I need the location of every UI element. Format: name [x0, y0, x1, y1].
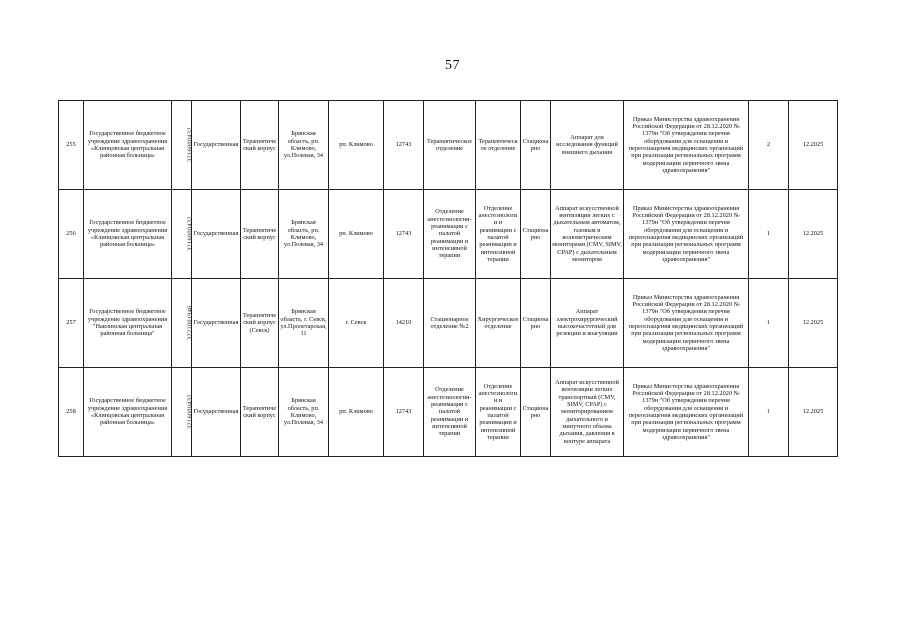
department: Отделение анестезиологии-реанимации с палатой реанимации и интенсивной терапии — [424, 368, 476, 457]
legal-basis: Приказ Министерства здравоохранения Российской Федерации от 28.12.2020 № 1379н "Об утверждении перечня оборудования для оснащения и переоснащения медицинских организаций при реализации региональных программ модернизации первичного звена здравоохранения" — [624, 368, 749, 457]
address: Брянская область, рп. Климово, ул.Полевая, 34 — [279, 190, 329, 279]
equipment-register-table — [58, 100, 838, 457]
care-form: Стационарно — [521, 368, 551, 457]
locality: рп. Климово — [329, 190, 384, 279]
delivery-date: 12.2025 — [789, 368, 838, 457]
department: Терапевтическое отделение — [424, 101, 476, 190]
organization-name: Государственное бюджетное учреждение здравоохранения «Клинцовская центральная районная больница» — [84, 101, 172, 190]
profile: Хирургическое отделение — [476, 279, 521, 368]
department: Отделение анестезиологии-реанимации с палатой реанимации и интенсивной терапии — [424, 190, 476, 279]
building-name: Терапевтический корпус — [241, 190, 279, 279]
delivery-date: 12.2025 — [789, 101, 838, 190]
legal-basis: Приказ Министерства здравоохранения Российской Федерации от 28.12.2020 № 1379н "Об утверждении перечня оборудования для оснащения и переоснащения медицинских организаций при реализации региональных программ модернизации первичного звена здравоохранения" — [624, 190, 749, 279]
delivery-date: 12.2025 — [789, 190, 838, 279]
address: Брянская область, рп. Климово, ул.Полевая, 34 — [279, 368, 329, 457]
row-number: 255 — [59, 101, 84, 190]
locality-code: 12743 — [384, 190, 424, 279]
table-row — [59, 190, 838, 279]
inn-code: 3216000432 — [172, 101, 192, 190]
building-name: Терапевтический корпус — [241, 101, 279, 190]
locality: г. Севск — [329, 279, 384, 368]
locality: рп. Климово — [329, 368, 384, 457]
inn-code: 3216000432 — [172, 368, 192, 457]
equipment-name: Аппарат электрохирургический высокочастотный для резекции и коагуляции — [551, 279, 624, 368]
profile: Отделение анестезиологии и реанимации с палатой реанимации и интенсивной терапии — [476, 368, 521, 457]
ownership-type: Государственная — [192, 101, 241, 190]
equipment-name: Аппарат для исследования функций внешнего дыхания — [551, 101, 624, 190]
locality: рп. Климово — [329, 101, 384, 190]
locality-code: 12743 — [384, 368, 424, 457]
organization-name: Государственное бюджетное учреждение здравоохранения «Клинцовская центральная районная больница» — [84, 190, 172, 279]
profile: Терапевтическое отделение — [476, 101, 521, 190]
department: Стационарное отделение №2 — [424, 279, 476, 368]
ownership-type: Государственная — [192, 279, 241, 368]
locality-code: 14210 — [384, 279, 424, 368]
organization-name: Государственное бюджетное учреждение здравоохранения «Клинцовская центральная районная больница» — [84, 368, 172, 457]
table-row — [59, 279, 838, 368]
quantity: 1 — [749, 279, 789, 368]
ownership-type: Государственная — [192, 190, 241, 279]
building-name: Терапевтический корпус — [241, 368, 279, 457]
quantity: 1 — [749, 190, 789, 279]
page-number: 57 — [445, 58, 460, 73]
care-form: Стационарно — [521, 279, 551, 368]
quantity: 2 — [749, 101, 789, 190]
quantity: 1 — [749, 368, 789, 457]
profile: Отделение анестезиологии и реанимации с палатой реанимации и интенсивной терапии — [476, 190, 521, 279]
address: Брянская область, рп. Климово, ул.Полевая, 34 — [279, 101, 329, 190]
legal-basis: Приказ Министерства здравоохранения Российской Федерации от 28.12.2020 № 1379н "Об утверждении перечня оборудования для оснащения и переоснащения медицинских организаций при реализации региональных программ модернизации первичного звена здравоохранения" — [624, 279, 749, 368]
table-row — [59, 368, 838, 457]
legal-basis: Приказ Министерства здравоохранения Российской Федерации от 28.12.2020 № 1379н "Об утверждении перечня оборудования для оснащения и переоснащения медицинских организаций при реализации региональных программ модернизации первичного звена здравоохранения" — [624, 101, 749, 190]
row-number: 256 — [59, 190, 84, 279]
inn-code: 3216000432 — [172, 190, 192, 279]
equipment-name: Аппарат искусственной вентиляции легких с дыхательным автоматом, газовым и волюметрическим мониторами (CMV, SIMV, CPAP) с дыхательным монитором — [551, 190, 624, 279]
equipment-name: Аппарат искусственной вентиляции легких транспортный (CMV, SIMV, CPAP) с мониторированием дыхательного и минутного объема дыхания, давления в контуре аппарата — [551, 368, 624, 457]
care-form: Стационарно — [521, 101, 551, 190]
care-form: Стационарно — [521, 190, 551, 279]
organization-name: Государственное бюджетное учреждение здравоохранения "Навлинская центральная районная больница" — [84, 279, 172, 368]
row-number: 257 — [59, 279, 84, 368]
row-number: 258 — [59, 368, 84, 457]
delivery-date: 12.2025 — [789, 279, 838, 368]
ownership-type: Государственная — [192, 368, 241, 457]
building-name: Терапевтический корпус (Севск) — [241, 279, 279, 368]
inn-code: 3221001946 — [172, 279, 192, 368]
table-row — [59, 101, 838, 190]
locality-code: 12743 — [384, 101, 424, 190]
address: Брянская область, г. Севск, ул.Пролетарская, 11 — [279, 279, 329, 368]
